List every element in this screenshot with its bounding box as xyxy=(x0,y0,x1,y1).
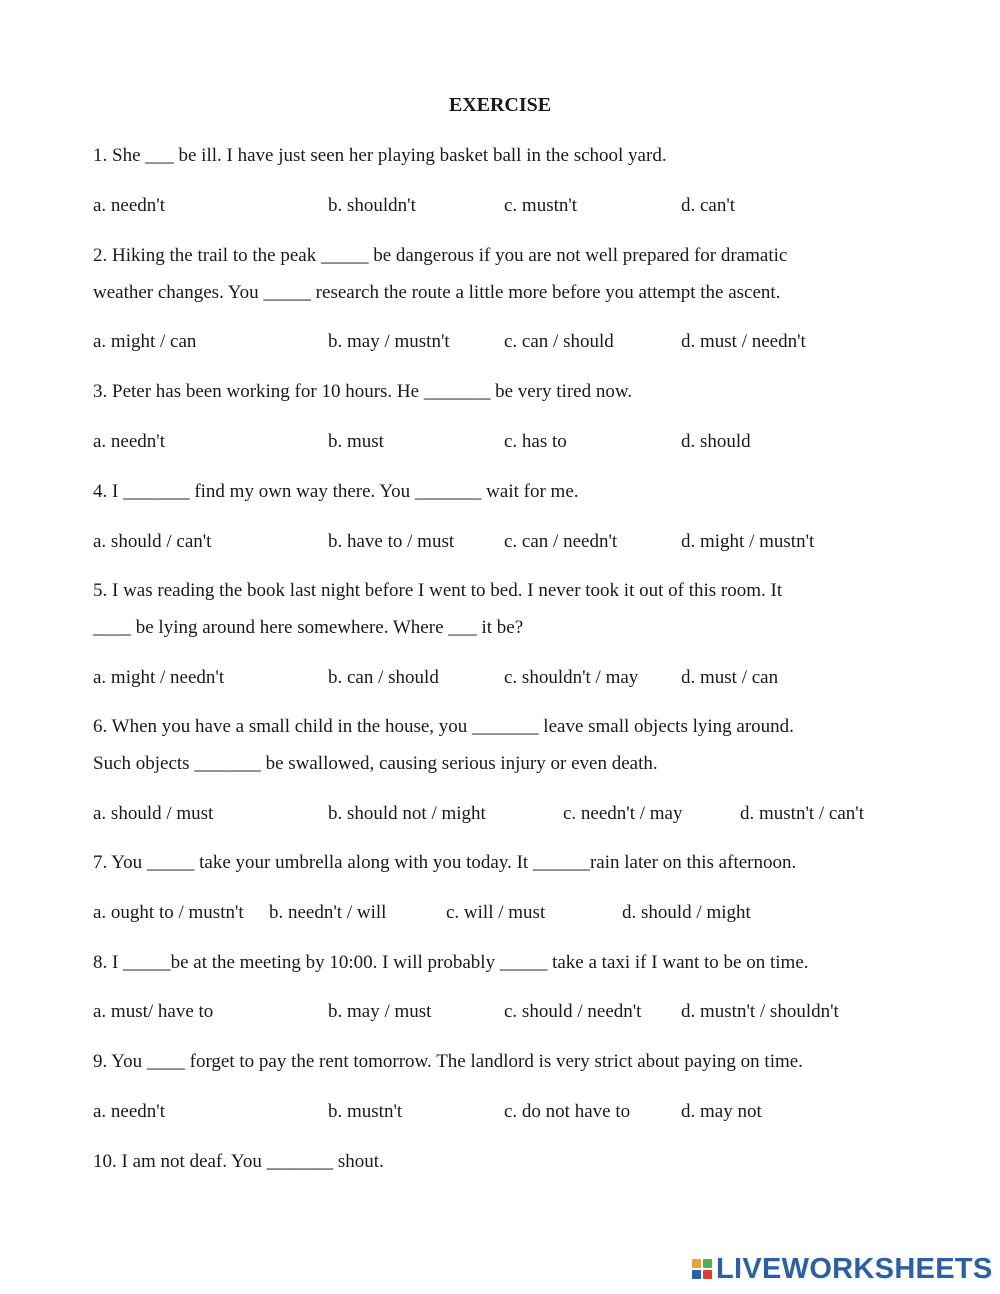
question-8-text: 8. I _____be at the meeting by 10:00. I will probably _____ take a taxi if I want to be on time. xyxy=(93,952,809,973)
question-5-text-line-2: ____ be lying around here somewhere. Where ___ it be? xyxy=(93,617,524,638)
question-2-option-c[interactable]: c. can / should xyxy=(504,331,614,352)
question-4-option-a[interactable]: a. should / can't xyxy=(93,531,212,552)
question-5-option-d[interactable]: d. must / can xyxy=(681,667,779,688)
question-7-text: 7. You _____ take your umbrella along with you today. It ______rain later on this afternoon. xyxy=(93,852,797,873)
question-6-text-line-1: 6. When you have a small child in the house, you _______ leave small objects lying around. xyxy=(93,716,794,737)
question-8-option-b[interactable]: b. may / must xyxy=(328,1001,432,1022)
question-5-option-c[interactable]: c. shouldn't / may xyxy=(504,667,639,688)
question-9-option-b[interactable]: b. mustn't xyxy=(328,1101,403,1122)
question-6-option-b[interactable]: b. should not / might xyxy=(328,803,486,824)
question-6-option-c[interactable]: c. needn't / may xyxy=(563,803,683,824)
question-9-text: 9. You ____ forget to pay the rent tomorrow. The landlord is very strict about paying on time. xyxy=(93,1051,803,1072)
question-7-option-d[interactable]: d. should / might xyxy=(622,902,751,923)
question-4-text: 4. I _______ find my own way there. You _______ wait for me. xyxy=(93,481,579,502)
question-4-option-d[interactable]: d. might / mustn't xyxy=(681,531,815,552)
question-5-option-a[interactable]: a. might / needn't xyxy=(93,667,225,688)
question-3-option-c[interactable]: c. has to xyxy=(504,431,567,452)
question-2-option-a[interactable]: a. might / can xyxy=(93,331,197,352)
question-9-option-a[interactable]: a. needn't xyxy=(93,1101,166,1122)
question-2-option-b[interactable]: b. may / mustn't xyxy=(328,331,450,352)
question-8-option-c[interactable]: c. should / needn't xyxy=(504,1001,642,1022)
question-1-text: 1. She ___ be ill. I have just seen her playing basket ball in the school yard. xyxy=(93,145,667,166)
question-1-option-d[interactable]: d. can't xyxy=(681,195,736,216)
question-5-text-line-1: 5. I was reading the book last night before I went to bed. I never took it out of this room. It xyxy=(93,580,783,601)
question-2-text-line-1: 2. Hiking the trail to the peak _____ be dangerous if you are not well prepared for dramatic xyxy=(93,245,788,266)
question-4-option-c[interactable]: c. can / needn't xyxy=(504,531,618,552)
question-4-option-b[interactable]: b. have to / must xyxy=(328,531,455,552)
question-8-option-d[interactable]: d. mustn't / shouldn't xyxy=(681,1001,839,1022)
question-2-text-line-2: weather changes. You _____ research the route a little more before you attempt the ascent. xyxy=(93,282,781,303)
question-7-option-b[interactable]: b. needn't / will xyxy=(269,902,387,923)
question-8-option-a[interactable]: a. must/ have to xyxy=(93,1001,214,1022)
question-3-option-d[interactable]: d. should xyxy=(681,431,751,452)
question-6-option-d[interactable]: d. mustn't / can't xyxy=(740,803,865,824)
question-6-text-line-2: Such objects _______ be swallowed, causing serious injury or even death. xyxy=(93,753,658,774)
question-7-option-c[interactable]: c. will / must xyxy=(446,902,546,923)
liveworksheets-logo-icon xyxy=(692,1259,712,1279)
page-title: EXERCISE xyxy=(448,94,552,116)
liveworksheets-logo xyxy=(692,1254,993,1284)
question-6-option-a[interactable]: a. should / must xyxy=(93,803,214,824)
question-9-option-c[interactable]: c. do not have to xyxy=(504,1101,631,1122)
question-1-option-a[interactable]: a. needn't xyxy=(93,195,166,216)
question-3-text: 3. Peter has been working for 10 hours. He _______ be very tired now. xyxy=(93,381,633,402)
question-2-option-d[interactable]: d. must / needn't xyxy=(681,331,806,352)
question-3-option-b[interactable]: b. must xyxy=(328,431,384,452)
question-3-option-a[interactable]: a. needn't xyxy=(93,431,166,452)
question-10-text: 10. I am not deaf. You _______ shout. xyxy=(93,1151,384,1172)
question-9-option-d[interactable]: d. may not xyxy=(681,1101,762,1122)
liveworksheets-logo-text: LIVEWORKSHEETS xyxy=(716,1252,993,1285)
question-5-option-b[interactable]: b. can / should xyxy=(328,667,439,688)
question-7-option-a[interactable]: a. ought to / mustn't xyxy=(93,902,244,923)
question-1-option-c[interactable]: c. mustn't xyxy=(504,195,578,216)
question-1-option-b[interactable]: b. shouldn't xyxy=(328,195,416,216)
